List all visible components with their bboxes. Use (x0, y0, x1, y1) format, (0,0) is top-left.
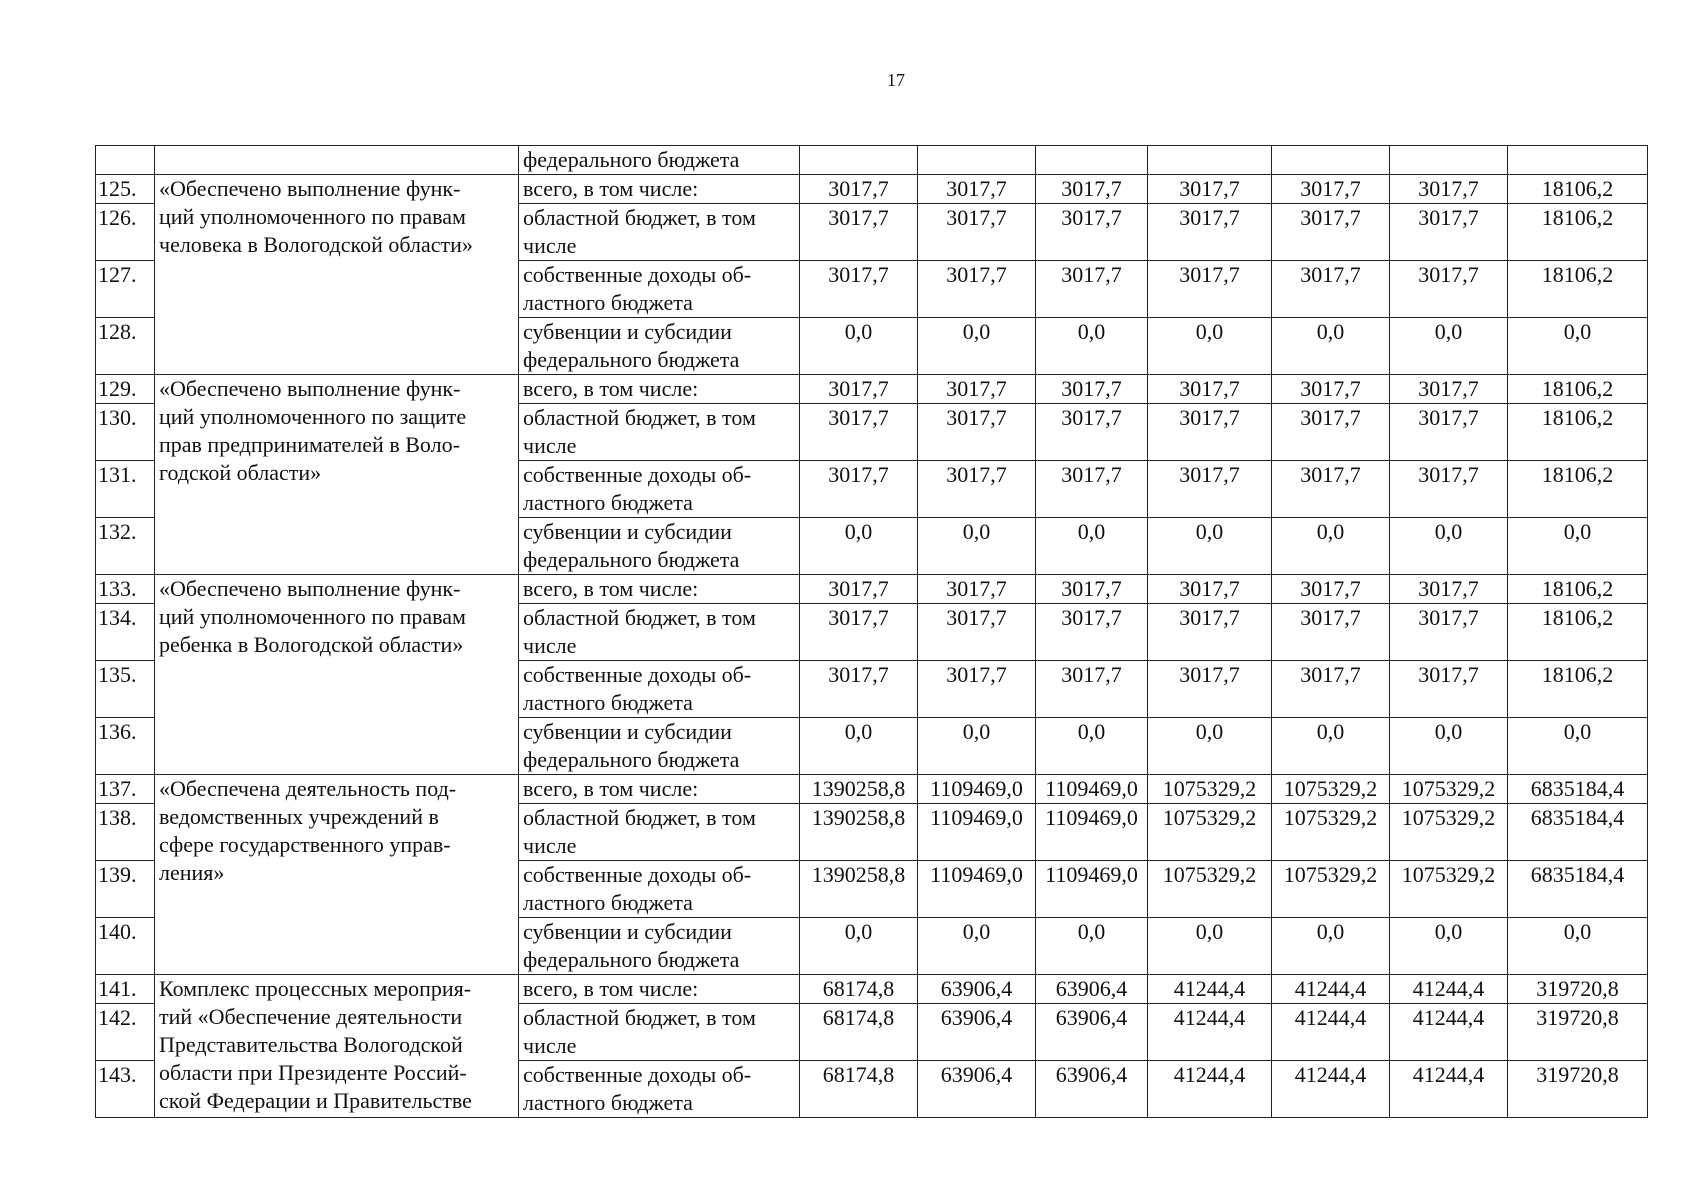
year-value: 0,0 (800, 318, 918, 375)
year-value: 63906,4 (1036, 1061, 1148, 1118)
year-value: 0,0 (1148, 718, 1272, 775)
year-value: 3017,7 (1390, 261, 1508, 318)
funding-source: собственные доходы об- ластного бюджета (519, 1061, 800, 1118)
total-value: 0,0 (1508, 518, 1648, 575)
year-value: 3017,7 (1148, 661, 1272, 718)
year-value: 3017,7 (1036, 404, 1148, 461)
funding-source: субвенции и субсидии федерального бюджета (519, 918, 800, 975)
year-value: 0,0 (1036, 318, 1148, 375)
group-description: Комплекс процессных мероприя- тий «Обеспечение деятельности Представительства Вологодской области при Президенте Россий- ской Федерации и Правительстве (155, 975, 519, 1118)
funding-source: всего, в том числе: (519, 575, 800, 604)
total-value: 0,0 (1508, 318, 1648, 375)
funding-source: всего, в том числе: (519, 375, 800, 404)
year-value: 0,0 (918, 518, 1036, 575)
year-value: 0,0 (1390, 318, 1508, 375)
year-value: 41244,4 (1148, 1061, 1272, 1118)
year-value: 3017,7 (1148, 204, 1272, 261)
funding-source: собственные доходы об- ластного бюджета (519, 461, 800, 518)
funding-source: собственные доходы об- ластного бюджета (519, 861, 800, 918)
year-value: 1109469,0 (1036, 861, 1148, 918)
year-value: 0,0 (1272, 518, 1390, 575)
row-number: 126. (96, 204, 155, 261)
year-value: 68174,8 (800, 975, 918, 1004)
value-cell (1508, 146, 1648, 175)
year-value: 3017,7 (1148, 375, 1272, 404)
year-value: 3017,7 (918, 204, 1036, 261)
source-cell: федерального бюджета (519, 146, 800, 175)
year-value: 3017,7 (800, 261, 918, 318)
funding-source: собственные доходы об- ластного бюджета (519, 661, 800, 718)
year-value: 3017,7 (1390, 204, 1508, 261)
year-value: 0,0 (918, 318, 1036, 375)
table-body (96, 146, 1648, 1118)
year-value: 1109469,0 (918, 861, 1036, 918)
row-number: 128. (96, 318, 155, 375)
year-value: 3017,7 (1390, 175, 1508, 204)
year-value: 3017,7 (1036, 175, 1148, 204)
table-row (96, 975, 1648, 1004)
year-value: 1390258,8 (800, 861, 918, 918)
year-value: 3017,7 (1148, 404, 1272, 461)
year-value: 3017,7 (800, 661, 918, 718)
year-value: 0,0 (1148, 918, 1272, 975)
year-value: 0,0 (1148, 318, 1272, 375)
year-value: 0,0 (1390, 718, 1508, 775)
year-value: 41244,4 (1272, 1061, 1390, 1118)
funding-source: субвенции и субсидии федерального бюджета (519, 518, 800, 575)
funding-source: собственные доходы об- ластного бюджета (519, 261, 800, 318)
total-value: 6835184,4 (1508, 775, 1648, 804)
year-value: 3017,7 (1272, 575, 1390, 604)
year-value: 3017,7 (1272, 175, 1390, 204)
year-value: 3017,7 (918, 575, 1036, 604)
table-row (96, 375, 1648, 404)
year-value: 3017,7 (918, 404, 1036, 461)
total-value: 18106,2 (1508, 375, 1648, 404)
year-value: 0,0 (1272, 318, 1390, 375)
budget-table (95, 145, 1648, 1118)
table-row (96, 775, 1648, 804)
year-value: 63906,4 (1036, 1004, 1148, 1061)
funding-source: областной бюджет, в том числе (519, 204, 800, 261)
continuation-row (96, 146, 1648, 175)
row-number: 135. (96, 661, 155, 718)
row-number: 127. (96, 261, 155, 318)
year-value: 3017,7 (1036, 575, 1148, 604)
row-number: 137. (96, 775, 155, 804)
row-number: 138. (96, 804, 155, 861)
year-value: 0,0 (800, 918, 918, 975)
total-value: 0,0 (1508, 918, 1648, 975)
year-value: 1390258,8 (800, 775, 918, 804)
table-row (96, 575, 1648, 604)
row-number: 132. (96, 518, 155, 575)
year-value: 1075329,2 (1148, 775, 1272, 804)
year-value: 3017,7 (800, 604, 918, 661)
page-number: 17 (887, 70, 905, 90)
year-value: 3017,7 (1390, 604, 1508, 661)
year-value: 3017,7 (800, 461, 918, 518)
total-value: 18106,2 (1508, 175, 1648, 204)
year-value: 3017,7 (1272, 604, 1390, 661)
year-value: 41244,4 (1148, 1004, 1272, 1061)
year-value: 1075329,2 (1272, 775, 1390, 804)
year-value: 1075329,2 (1272, 861, 1390, 918)
year-value: 1109469,0 (918, 804, 1036, 861)
year-value: 68174,8 (800, 1061, 918, 1118)
total-value: 18106,2 (1508, 661, 1648, 718)
year-value: 1109469,0 (918, 775, 1036, 804)
year-value: 3017,7 (1036, 261, 1148, 318)
year-value: 41244,4 (1390, 975, 1508, 1004)
value-cell (1036, 146, 1148, 175)
year-value: 3017,7 (1272, 404, 1390, 461)
total-value: 18106,2 (1508, 461, 1648, 518)
year-value: 3017,7 (1272, 204, 1390, 261)
year-value: 1390258,8 (800, 804, 918, 861)
year-value: 3017,7 (1272, 261, 1390, 318)
row-number: 136. (96, 718, 155, 775)
year-value: 0,0 (1036, 718, 1148, 775)
year-value: 0,0 (1036, 918, 1148, 975)
row-number: 131. (96, 461, 155, 518)
total-value: 6835184,4 (1508, 861, 1648, 918)
funding-source: всего, в том числе: (519, 175, 800, 204)
group-description: «Обеспечено выполнение функ- ций уполномоченного по правам человека в Вологодской области» (155, 175, 519, 375)
row-number: 134. (96, 604, 155, 661)
year-value: 41244,4 (1390, 1004, 1508, 1061)
year-value: 3017,7 (1390, 461, 1508, 518)
year-value: 41244,4 (1272, 975, 1390, 1004)
year-value: 63906,4 (918, 1004, 1036, 1061)
year-value: 1109469,0 (1036, 804, 1148, 861)
total-value: 319720,8 (1508, 1061, 1648, 1118)
year-value: 3017,7 (1148, 261, 1272, 318)
group-description: «Обеспечено выполнение функ- ций уполномоченного по защите прав предпринимателей в Воло- годской области» (155, 375, 519, 575)
total-value: 319720,8 (1508, 1004, 1648, 1061)
year-value: 3017,7 (1148, 461, 1272, 518)
year-value: 41244,4 (1272, 1004, 1390, 1061)
funding-source: областной бюджет, в том числе (519, 404, 800, 461)
year-value: 3017,7 (1036, 661, 1148, 718)
year-value: 3017,7 (918, 661, 1036, 718)
year-value: 0,0 (800, 518, 918, 575)
year-value: 3017,7 (1390, 404, 1508, 461)
value-cell (800, 146, 918, 175)
year-value: 41244,4 (1390, 1061, 1508, 1118)
year-value: 3017,7 (1036, 375, 1148, 404)
total-value: 18106,2 (1508, 261, 1648, 318)
funding-source: всего, в том числе: (519, 775, 800, 804)
year-value: 0,0 (1390, 918, 1508, 975)
value-cell (1390, 146, 1508, 175)
year-value: 0,0 (1272, 918, 1390, 975)
description-cell (155, 146, 519, 175)
year-value: 0,0 (800, 718, 918, 775)
total-value: 0,0 (1508, 718, 1648, 775)
row-number-cell (96, 146, 155, 175)
year-value: 41244,4 (1148, 975, 1272, 1004)
year-value: 1075329,2 (1148, 804, 1272, 861)
year-value: 3017,7 (800, 175, 918, 204)
total-value: 319720,8 (1508, 975, 1648, 1004)
total-value: 18106,2 (1508, 204, 1648, 261)
year-value: 0,0 (1390, 518, 1508, 575)
group-description: «Обеспечено выполнение функ- ций уполномоченного по правам ребенка в Вологодской области» (155, 575, 519, 775)
year-value: 1075329,2 (1272, 804, 1390, 861)
funding-source: субвенции и субсидии федерального бюджета (519, 318, 800, 375)
year-value: 0,0 (1272, 718, 1390, 775)
year-value: 3017,7 (1272, 461, 1390, 518)
year-value: 3017,7 (1036, 204, 1148, 261)
funding-source: субвенции и субсидии федерального бюджета (519, 718, 800, 775)
group-description: «Обеспечена деятельность под- ведомственных учреждений в сфере государственного управ- ления» (155, 775, 519, 975)
year-value: 3017,7 (1390, 575, 1508, 604)
year-value: 3017,7 (1036, 604, 1148, 661)
value-cell (1272, 146, 1390, 175)
year-value: 3017,7 (918, 175, 1036, 204)
total-value: 6835184,4 (1508, 804, 1648, 861)
value-cell (1148, 146, 1272, 175)
year-value: 3017,7 (800, 575, 918, 604)
year-value: 0,0 (1036, 518, 1148, 575)
row-number: 130. (96, 404, 155, 461)
year-value: 3017,7 (1148, 604, 1272, 661)
row-number: 125. (96, 175, 155, 204)
year-value: 3017,7 (1148, 175, 1272, 204)
year-value: 3017,7 (1390, 375, 1508, 404)
year-value: 63906,4 (918, 1061, 1036, 1118)
funding-source: областной бюджет, в том числе (519, 1004, 800, 1061)
year-value: 63906,4 (918, 975, 1036, 1004)
year-value: 1075329,2 (1390, 804, 1508, 861)
year-value: 3017,7 (1390, 661, 1508, 718)
row-number: 139. (96, 861, 155, 918)
year-value: 0,0 (918, 918, 1036, 975)
year-value: 3017,7 (1272, 661, 1390, 718)
year-value: 3017,7 (918, 604, 1036, 661)
year-value: 1075329,2 (1148, 861, 1272, 918)
year-value: 3017,7 (800, 375, 918, 404)
year-value: 3017,7 (1272, 375, 1390, 404)
year-value: 3017,7 (1148, 575, 1272, 604)
row-number: 129. (96, 375, 155, 404)
table-row (96, 175, 1648, 204)
year-value: 1075329,2 (1390, 861, 1508, 918)
funding-source: областной бюджет, в том числе (519, 604, 800, 661)
year-value: 3017,7 (918, 461, 1036, 518)
total-value: 18106,2 (1508, 575, 1648, 604)
year-value: 63906,4 (1036, 975, 1148, 1004)
year-value: 0,0 (918, 718, 1036, 775)
value-cell (918, 146, 1036, 175)
year-value: 1109469,0 (1036, 775, 1148, 804)
year-value: 3017,7 (800, 404, 918, 461)
year-value: 68174,8 (800, 1004, 918, 1061)
row-number: 133. (96, 575, 155, 604)
row-number: 141. (96, 975, 155, 1004)
row-number: 140. (96, 918, 155, 975)
year-value: 3017,7 (800, 204, 918, 261)
total-value: 18106,2 (1508, 404, 1648, 461)
year-value: 1075329,2 (1390, 775, 1508, 804)
row-number: 143. (96, 1061, 155, 1118)
year-value: 3017,7 (1036, 461, 1148, 518)
funding-source: областной бюджет, в том числе (519, 804, 800, 861)
year-value: 3017,7 (918, 375, 1036, 404)
funding-source: всего, в том числе: (519, 975, 800, 1004)
year-value: 0,0 (1148, 518, 1272, 575)
year-value: 3017,7 (918, 261, 1036, 318)
row-number: 142. (96, 1004, 155, 1061)
total-value: 18106,2 (1508, 604, 1648, 661)
